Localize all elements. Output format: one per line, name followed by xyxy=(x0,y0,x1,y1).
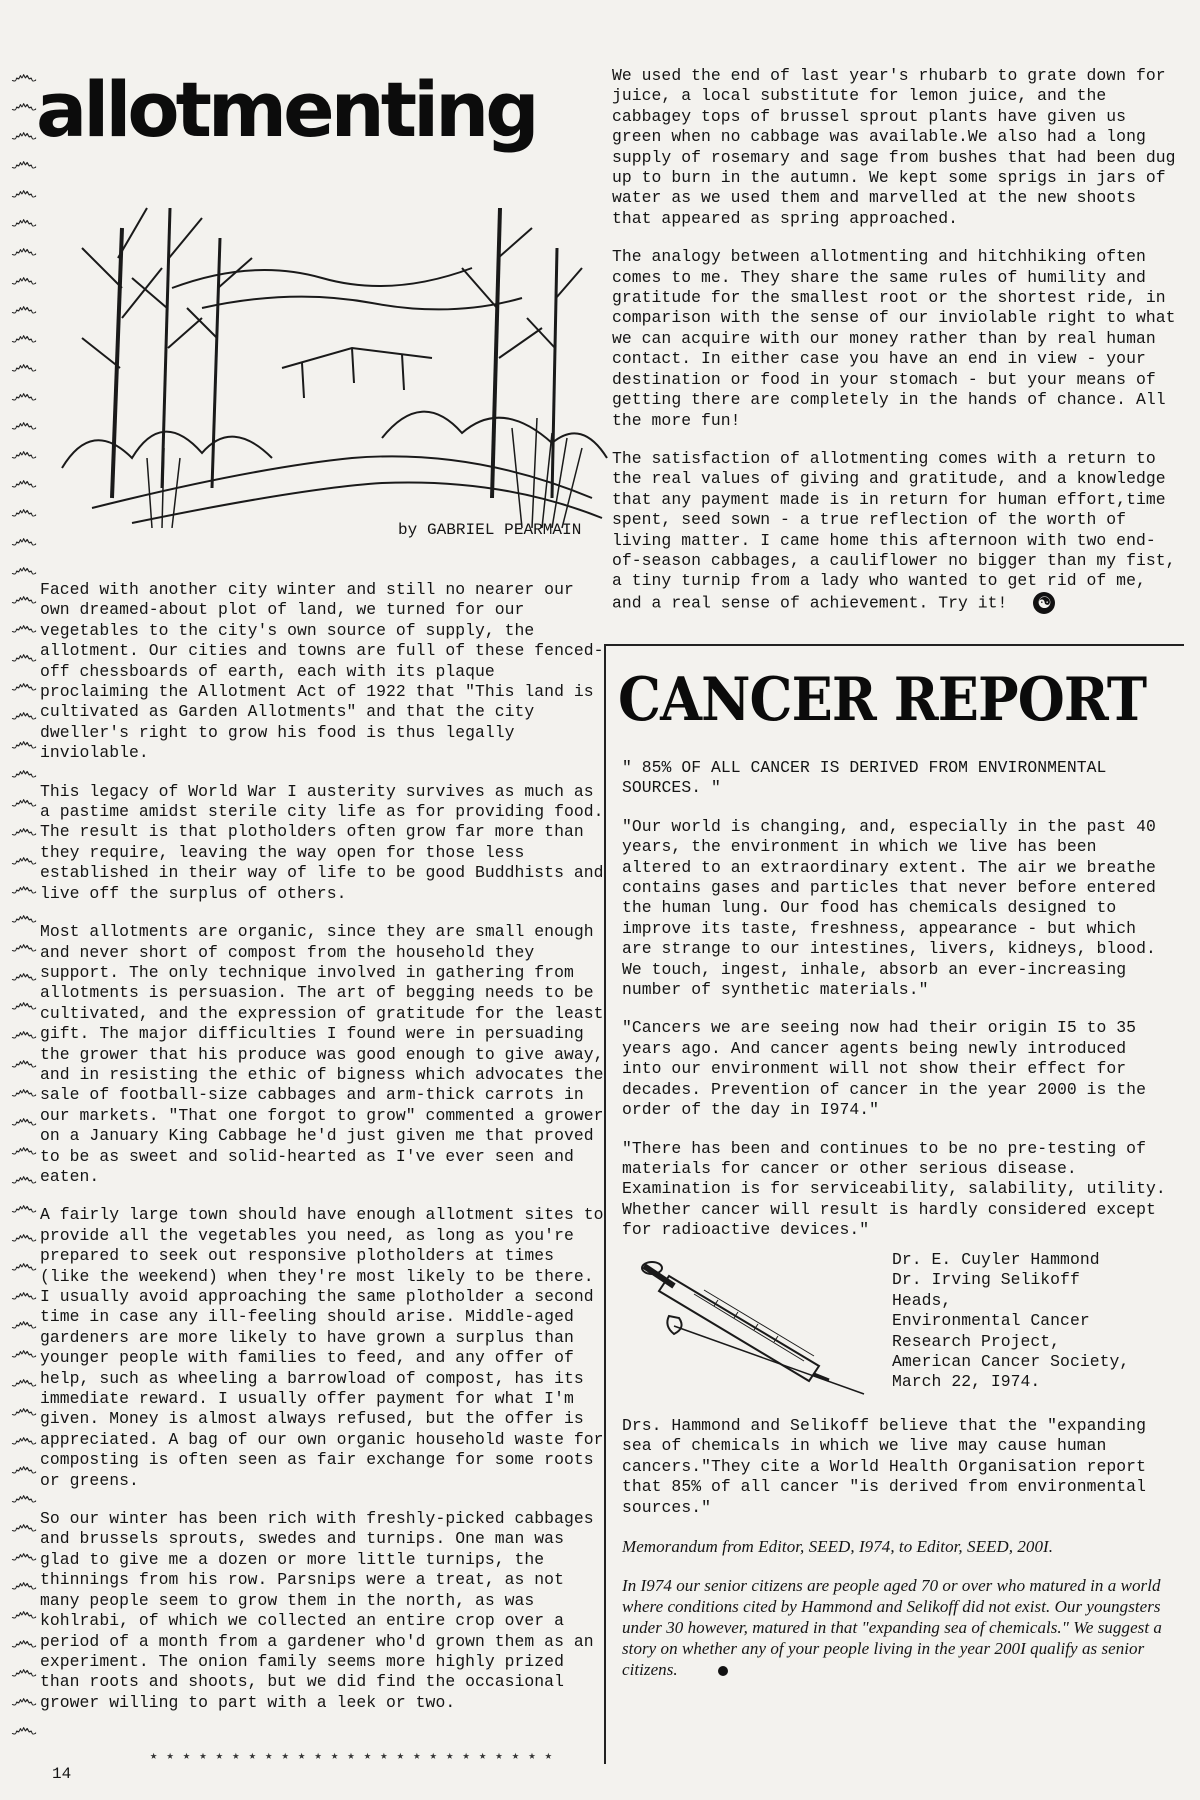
end-dot-icon xyxy=(718,1666,728,1676)
cancer-report-lower xyxy=(622,1416,1174,1698)
syringe-illustration xyxy=(614,1246,874,1396)
signature-line: American Cancer Society, xyxy=(892,1352,1130,1372)
article-paragraph: This legacy of World War I austerity survives as much as a pastime amidst sterile city life as for providing food. The result is that plotholders often grow far more than they require, leaving the way open for those less established in their way of life to be good Buddhists and live off the surplus of others. xyxy=(40,781,604,903)
left-column xyxy=(40,580,610,1731)
landscape-illustration xyxy=(52,168,612,528)
memo-body-text: In I974 our senior citizens are people aged 70 or over who matured in a world where conditions cited by Hammond and Selikoff did not exist. Our youngsters under 30 however, matured in that "expanding sea of chemicals." We suggest a story on whether any of your people living in the year 200I qualify as senior citizens. xyxy=(622,1576,1162,1680)
report-paragraph: "There has been and continues to be no pre-testing of materials for cancer or other serious disease. Examination is for serviceability, salability, utility. Whether cancer will result is hardly considered except for radioactive devices." xyxy=(622,1138,1166,1240)
report-paragraph: Drs. Hammond and Selikoff believe that the "expanding sea of chemicals in which we live may cause human cancers."They cite a World Health Organisation report that 85% of all cancer "is derived from environmental sources." xyxy=(622,1416,1146,1517)
article-paragraph: Faced with another city winter and still no nearer our own dreamed-about plot of land, we turned for our vegetables to the city's own source of supply, the allotment. Our cities and towns are full of these fenced-off chessboards of earth, each with its plaque proclaiming the Allotment Act of 1922 that "This land is cultivated as Garden Allotments" and that the city dweller's right to grow his food is thus legally inviolable. xyxy=(40,580,604,763)
signature-line: Dr. E. Cuyler Hammond xyxy=(892,1250,1100,1269)
signature-block xyxy=(892,1250,1172,1393)
report-paragraph: "Cancers we are seeing now had their origin I5 to 35 years ago. And cancer agents being newly introduced into our environment will not show their effect for decades. Prevention of cancer in the year 2000 is the order of the day in I974." xyxy=(622,1018,1146,1120)
signature-line: Dr. Irving Selikoff xyxy=(892,1270,1080,1290)
yin-yang-icon: ☯ xyxy=(1033,592,1055,614)
memo-heading: Memorandum from Editor, SEED, I974, to Editor, SEED, 200I. xyxy=(622,1537,1054,1557)
article-paragraph: Most allotments are organic, since they are small enough and never short of compost from the household they support. The only technique involved in gathering from allotments is persuasion. The art of begging needs to be cultivated, and the expression of gratitude for the least gift. The major difficulties I found were in persuading the grower that his produce was good enough to give away, and in resisting the ethic of bigness which advocates the sale of football-size cabbages and arm-thick carrots in our markets. "That one forgot to grow" commented a grower on a January King Cabbage he'd just given me that proved to be as sweet and solid-hearted as I've ever seen and eaten. xyxy=(40,922,604,1186)
signature-line: Heads, xyxy=(892,1290,952,1310)
page-number: 14 xyxy=(52,1765,72,1783)
article-paragraph xyxy=(612,449,1184,614)
article-paragraph: We used the end of last year's rhubarb to grate down for juice, a local substitute for lemon juice, and the cabbagey tops of brussel sprout plants have given us green when no cabbage was available.We also had a long supply of rosemary and sage from bushes that had been dug up to burn in the autumn. We kept some sprigs in jars of water as we used them and marvelled at the new shoots that appeared as spring approached. xyxy=(612,66,1176,228)
signature-line: Environmental Cancer Research Project, xyxy=(892,1311,1090,1351)
cancer-report-box xyxy=(604,644,1184,1764)
decorative-stars: ★ ★ ★ ★ ★ ★ ★ ★ ★ ★ ★ ★ ★ ★ ★ ★ ★ ★ ★ ★ ★ ★ ★ ★ ★ xyxy=(150,1748,554,1762)
right-column xyxy=(612,66,1184,632)
article-paragraph: The analogy between allotmenting and hitchhiking often comes to me. They share the same rules of humility and gratitude for the smallest root or the shortest ride, in comparison with the sense of our inviolable right to what we can acquire with our money rather than by real human contact. In either case you have an end in view - your destination or food in your stomach - but your means of getting there are completely in the hands of chance. All the more fun! xyxy=(612,247,1176,430)
article-paragraph: A fairly large town should have enough allotment sites to provide all the vegetables you need, as long as you're prepared to seek out responsive plotholders at times (like the weekend) when they're most likely to be there. I usually avoid approaching the same plotholder a second time in case any ill-feeling should arise. Middle-aged gardeners are more likely to have grown a surplus than younger people with families to feed, and any offer of help, such as wheeling a barrowload of compost, has its immediate reward. I usually offer payment for what I'm given. Money is almost always refused, but the offer is appreciated. A bag of our own organic household waste for composting is often seen as fair exchange for some roots or greens. xyxy=(40,1205,604,1490)
cancer-report-body xyxy=(622,758,1174,1259)
byline: by GABRIEL PEARMAIN xyxy=(398,521,582,539)
article-title: allotmenting xyxy=(36,65,536,154)
decorative-curl-border: ෴ ෴ ෴ ෴ ෴ ෴ ෴ ෴ ෴ ෴ ෴ ෴ ෴ ෴ ෴ ෴ ෴ ෴ ෴ ෴ ෴ ෴ ෴ ෴ ෴ ෴ ෴ ෴ ෴ ෴ ෴ ෴ ෴ ෴ ෴ ෴ ෴ ෴ ෴ ෴ ෴ ෴ ෴ ෴ ෴ ෴ ෴ ෴ ෴ ෴ ෴ ෴ ෴ ෴ ෴ ෴ ෴ ෴ xyxy=(10,60,36,1744)
report-paragraph: " 85% OF ALL CANCER IS DERIVED FROM ENVIRONMENTAL SOURCES. " xyxy=(622,758,1107,798)
article-paragraph: So our winter has been rich with freshly-picked cabbages and brussels sprouts, swedes and turnips. One man was glad to give me a dozen or more little turnips, the thinnings from his row. Parsnips were a treat, as not many people seem to grow them in the north, as was kohlrabi, of which we collected an entire crop over a period of a month from a gardener who'd grown them as an experiment. The onion family seems more highly prized than roots and shoots, but we did find the occasional grower willing to part with a leek or two. xyxy=(40,1509,594,1712)
signature-line: March 22, I974. xyxy=(892,1372,1041,1392)
article-paragraph-text: The satisfaction of allotmenting comes with a return to the real values of giving and gratitude, and a knowledge that any payment made is in return for human effort,time spent, seed sown - a true reflection of the worth of living matter. I came home this afternoon with two end-of-season cabbages, a cauliflower no bigger than my fist, a tiny turnip from a lady who wanted to get rid of me, and a real sense of achievement. Try it! xyxy=(612,448,1176,613)
cancer-report-title: CANCER REPORT xyxy=(618,665,1147,735)
report-paragraph: "Our world is changing, and, especially in the past 40 years, the environment in which we live has been altered to an extraordinary extent. The air we breathe contains gases and particles that never before entered the human lung. Our food has chemicals designed to improve its taste, freshness, appearance - but which are strange to our intestines, livers, kidneys, blood. We touch, ingest, inhale, absorb an ever-increasing number of synthetic materials." xyxy=(622,816,1156,1000)
memo-body xyxy=(622,1575,1174,1680)
